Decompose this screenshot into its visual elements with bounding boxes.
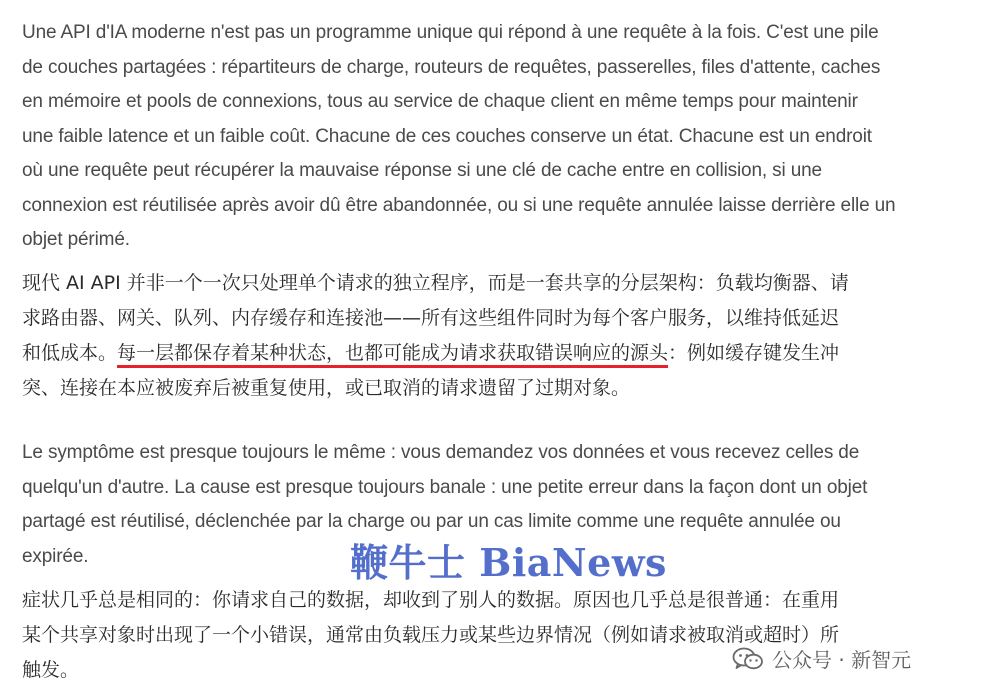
text-line: en mémoire et pools de connexions, tous au service de chaque client en même temps pour maintenir bbox=[22, 91, 858, 112]
wechat-credit bbox=[732, 644, 911, 673]
text-line: objet périmé. bbox=[22, 229, 130, 250]
text-segment: ：例如缓存键发生冲 bbox=[668, 342, 840, 364]
paragraph-zh-1 bbox=[22, 266, 984, 406]
text-line-with-highlight bbox=[22, 336, 984, 371]
text-line: 求路由器、网关、队列、内存缓存和连接池——所有这些组件同时为每个客户服务，以维持低延迟 bbox=[22, 307, 840, 329]
text-line: quelqu'un d'autre. La cause est presque toujours banale : une petite erreur dans la façon dont un objet bbox=[22, 476, 868, 498]
text-segment: 和低成本。 bbox=[22, 342, 118, 364]
text-line: partagé est réutilisé, déclenchée par la charge ou par un cas limite comme une requête annulée ou bbox=[22, 511, 841, 532]
wechat-icon bbox=[732, 646, 764, 672]
text-line: expirée. bbox=[22, 545, 89, 567]
text-line: où une requête peut récupérer la mauvaise réponse si une clé de cache entre en collision, si une bbox=[22, 160, 822, 181]
text-line: 现代 AI API 并非一个一次只处理单个请求的独立程序，而是一套共享的分层架构：负载均衡器、请 bbox=[22, 272, 849, 294]
text-line: Le symptôme est presque toujours le même : vous demandez vos données et vous recevez celles de bbox=[22, 442, 860, 463]
text-line: 某个共享对象时出现了一个小错误，通常由负载压力或某些边界情况（例如请求被取消或超时）所 bbox=[22, 624, 840, 646]
text-line: 突、连接在本应被废弃后被重复使用，或已取消的请求遗留了过期对象。 bbox=[22, 377, 631, 399]
text-line: de couches partagées : répartiteurs de charge, routeurs de requêtes, passerelles, files d'attente, caches bbox=[22, 56, 881, 78]
highlighted-sentence: 每一层都保存着某种状态，也都可能成为请求获取错误响应的源头 bbox=[117, 342, 669, 364]
text-line: 症状几乎总是相同的：你请求自己的数据，却收到了别人的数据。原因也几乎总是很普通：在重用 bbox=[22, 589, 840, 611]
credit-text: 公众号 · 新智元 bbox=[772, 648, 912, 672]
text-line: connexion est réutilisée après avoir dû être abandonnée, ou si une requête annulée laisse derrière elle un bbox=[22, 194, 896, 216]
paragraph-fr-1 bbox=[22, 16, 984, 258]
text-line: 触发。 bbox=[22, 659, 80, 681]
text-line: Une API d'IA moderne n'est pas un programme unique qui répond à une requête à la fois. C'est une pile bbox=[22, 22, 879, 43]
bianews-watermark: 鞭牛士 BiaNews bbox=[350, 540, 667, 585]
text-line: une faible latence et un faible coût. Chacune de ces couches conserve un état. Chacune est un endroit bbox=[22, 125, 872, 147]
